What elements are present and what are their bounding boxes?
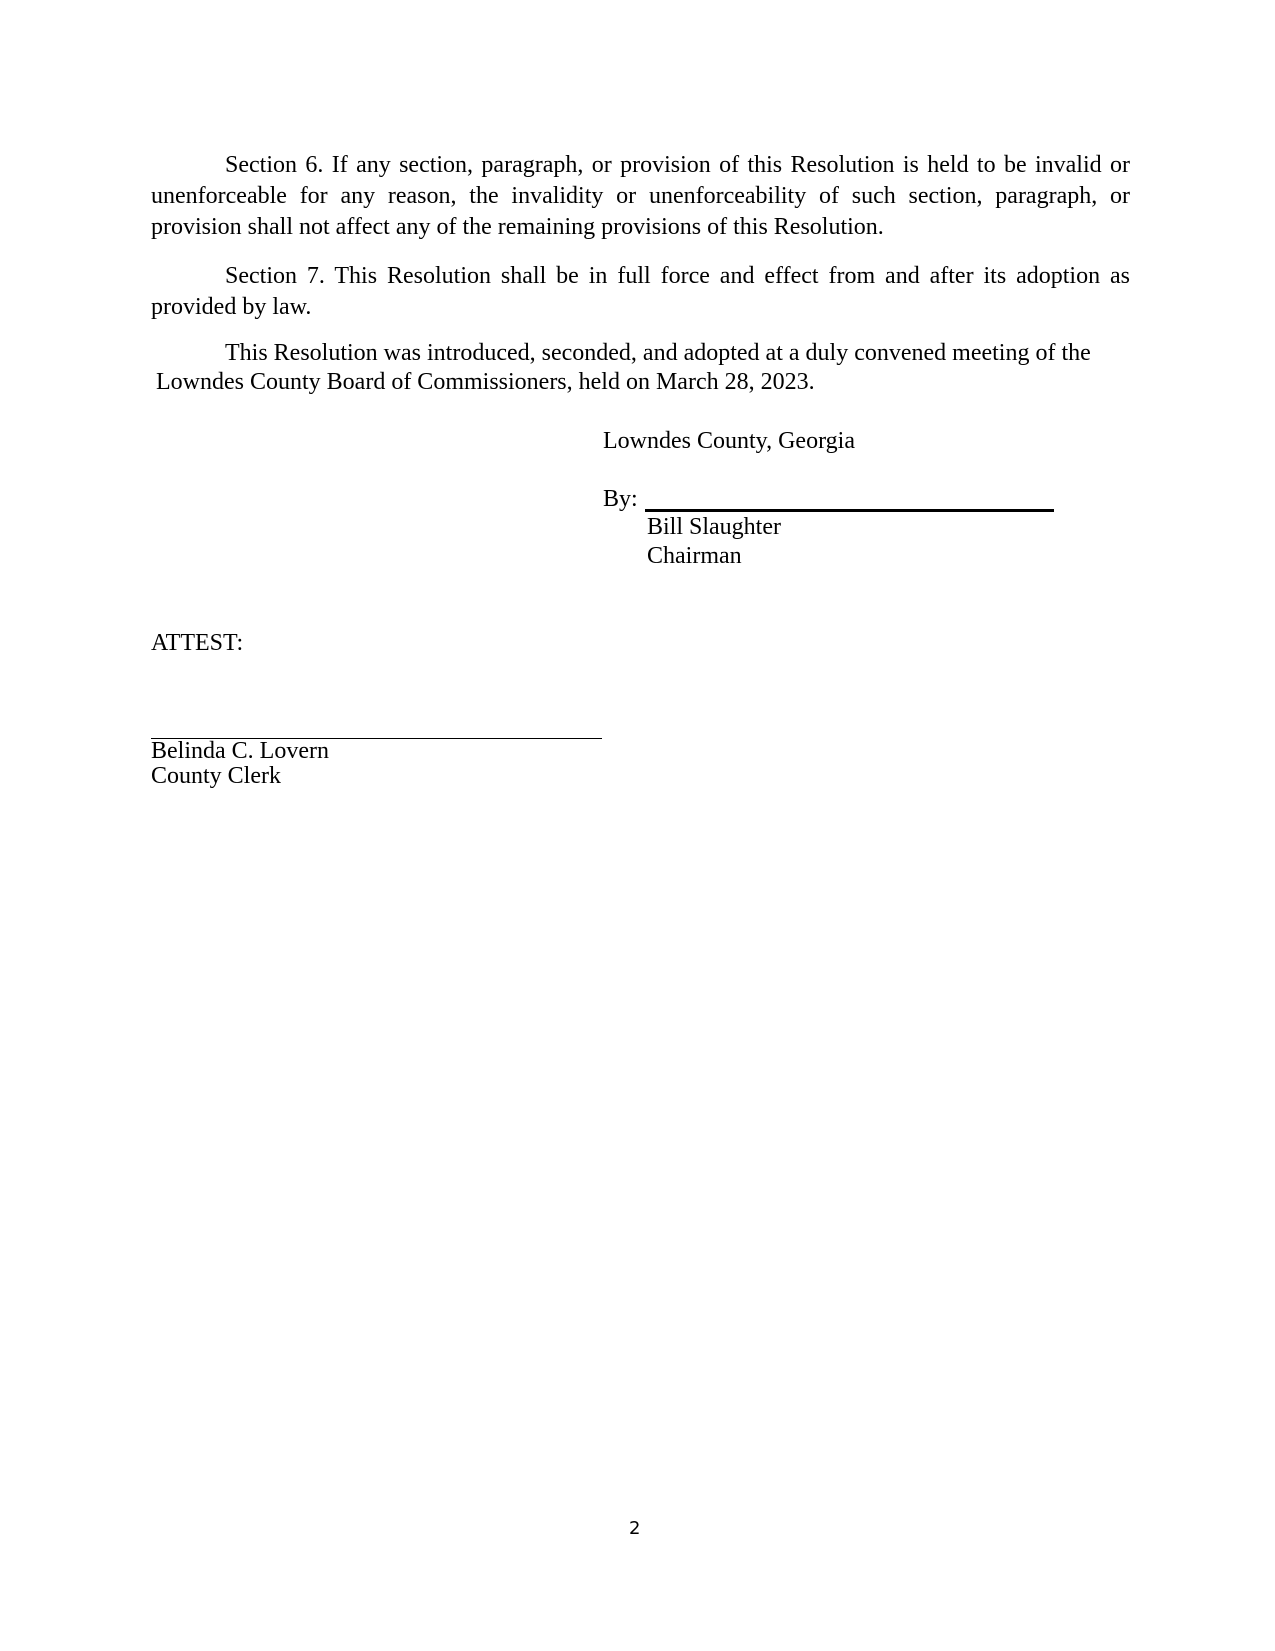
- entity-name: Lowndes County, Georgia: [603, 428, 855, 454]
- page-number: 2: [629, 1518, 641, 1539]
- chairman-signature-line: [645, 509, 1054, 512]
- section-6-paragraph: Section 6. If any section, paragraph, or provision of this Resolution is held to be invalid or unenforceable for any reason, the invalidity or unenforceability of such section, paragraph, or provision shall not affect any of the remaining provisions of this Resolution.: [151, 152, 1130, 240]
- adoption-paragraph-line2: Lowndes County Board of Commissioners, held on March 28, 2023.: [156, 369, 815, 395]
- signer-title: Chairman: [647, 543, 742, 569]
- attest-label: ATTEST:: [151, 630, 244, 656]
- clerk-name: Belinda C. Lovern: [151, 738, 329, 764]
- section-7-paragraph: Section 7. This Resolution shall be in full force and effect from and after its adoption as provided by law.: [151, 263, 1130, 320]
- signer-name: Bill Slaughter: [647, 514, 781, 540]
- adoption-paragraph-line1: This Resolution was introduced, seconded, and adopted at a duly convened meeting of the: [225, 340, 1091, 366]
- clerk-title: County Clerk: [151, 763, 281, 789]
- by-label: By:: [603, 486, 638, 512]
